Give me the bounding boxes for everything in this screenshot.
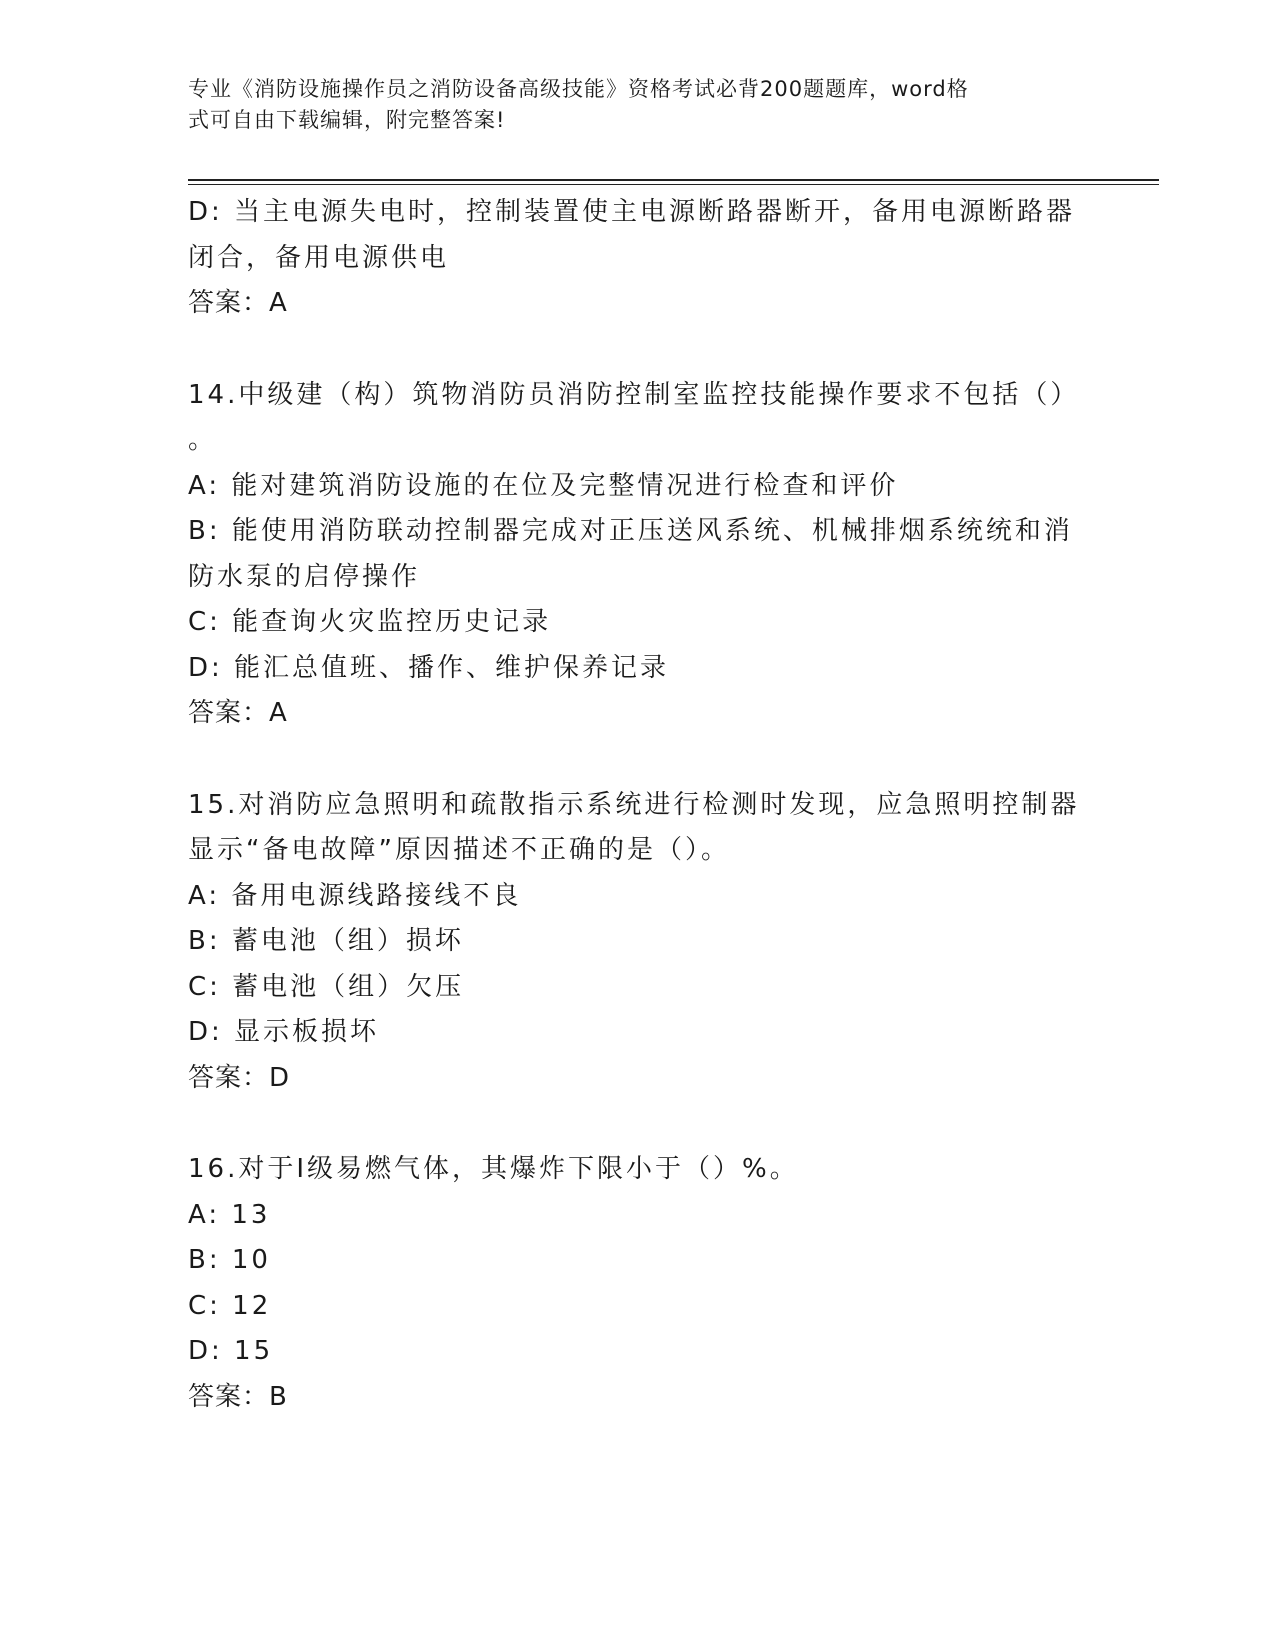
question-stem-line-1: 16.对于Ⅰ级易燃气体，其爆炸下限小于（）%。: [188, 1154, 799, 1184]
option-c: C: 蓄电池（组）欠压: [188, 971, 465, 1002]
question-stem-line-2: 显示“备电故障”原因描述不正确的是（）。: [188, 835, 730, 865]
header-divider-thick: [188, 179, 1159, 181]
option-c: C: 12: [188, 1290, 272, 1321]
option-b-line-2: 防水泵的启停操作: [188, 561, 421, 592]
option-b-line-1: B: 能使用消防联动控制器完成对正压送风系统、机械排烟系统统和消: [188, 516, 1073, 546]
question-stem-line-1: 15.对消防应急照明和疏散指示系统进行检测时发现，应急照明控制器: [188, 789, 1080, 820]
option-b: B: 蓄电池（组）损坏: [188, 926, 464, 956]
answer-line: 答案：B: [188, 1381, 288, 1412]
answer-line: 答案：D: [188, 1062, 291, 1093]
question-14: [188, 373, 1088, 737]
previous-question-tail: [188, 190, 1088, 327]
header-line-1: 专业《消防设施操作员之消防设备高级技能》资格考试必背200题题库，word格: [188, 77, 969, 101]
option-a: A: 能对建筑消防设施的在位及完整情况进行检查和评价: [188, 470, 899, 501]
option-c: C: 能查询火灾监控历史记录: [188, 607, 552, 637]
question-stem-line-2: 。: [188, 425, 218, 455]
option-b: B: 10: [188, 1245, 271, 1275]
question-content: [188, 190, 1088, 1420]
question-15: [188, 783, 1088, 1102]
option-d-line-2: 闭合，备用电源供电: [188, 242, 450, 273]
option-d: D: 显示板损坏: [188, 1017, 380, 1047]
question-16: [188, 1147, 1088, 1420]
question-stem-line-1: 14.中级建（构）筑物消防员消防控制室监控技能操作要求不包括（）: [188, 379, 1080, 410]
option-d-line-1: D: 当主电源失电时，控制装置使主电源断路器断开，备用电源断路器: [188, 197, 1076, 227]
answer-line: 答案：A: [188, 288, 288, 318]
answer-line: 答案：A: [188, 698, 288, 728]
spacer: [188, 737, 1088, 783]
document-header: [188, 74, 1068, 136]
option-a: A: 备用电源线路接线不良: [188, 880, 522, 911]
option-a: A: 13: [188, 1199, 271, 1230]
header-divider-thin: [188, 184, 1159, 185]
header-line-2: 式可自由下载编辑，附完整答案!: [188, 108, 506, 132]
spacer: [188, 327, 1088, 373]
option-d: D: 能汇总值班、播作、维护保养记录: [188, 652, 670, 683]
option-d: D: 15: [188, 1336, 274, 1366]
spacer: [188, 1101, 1088, 1147]
